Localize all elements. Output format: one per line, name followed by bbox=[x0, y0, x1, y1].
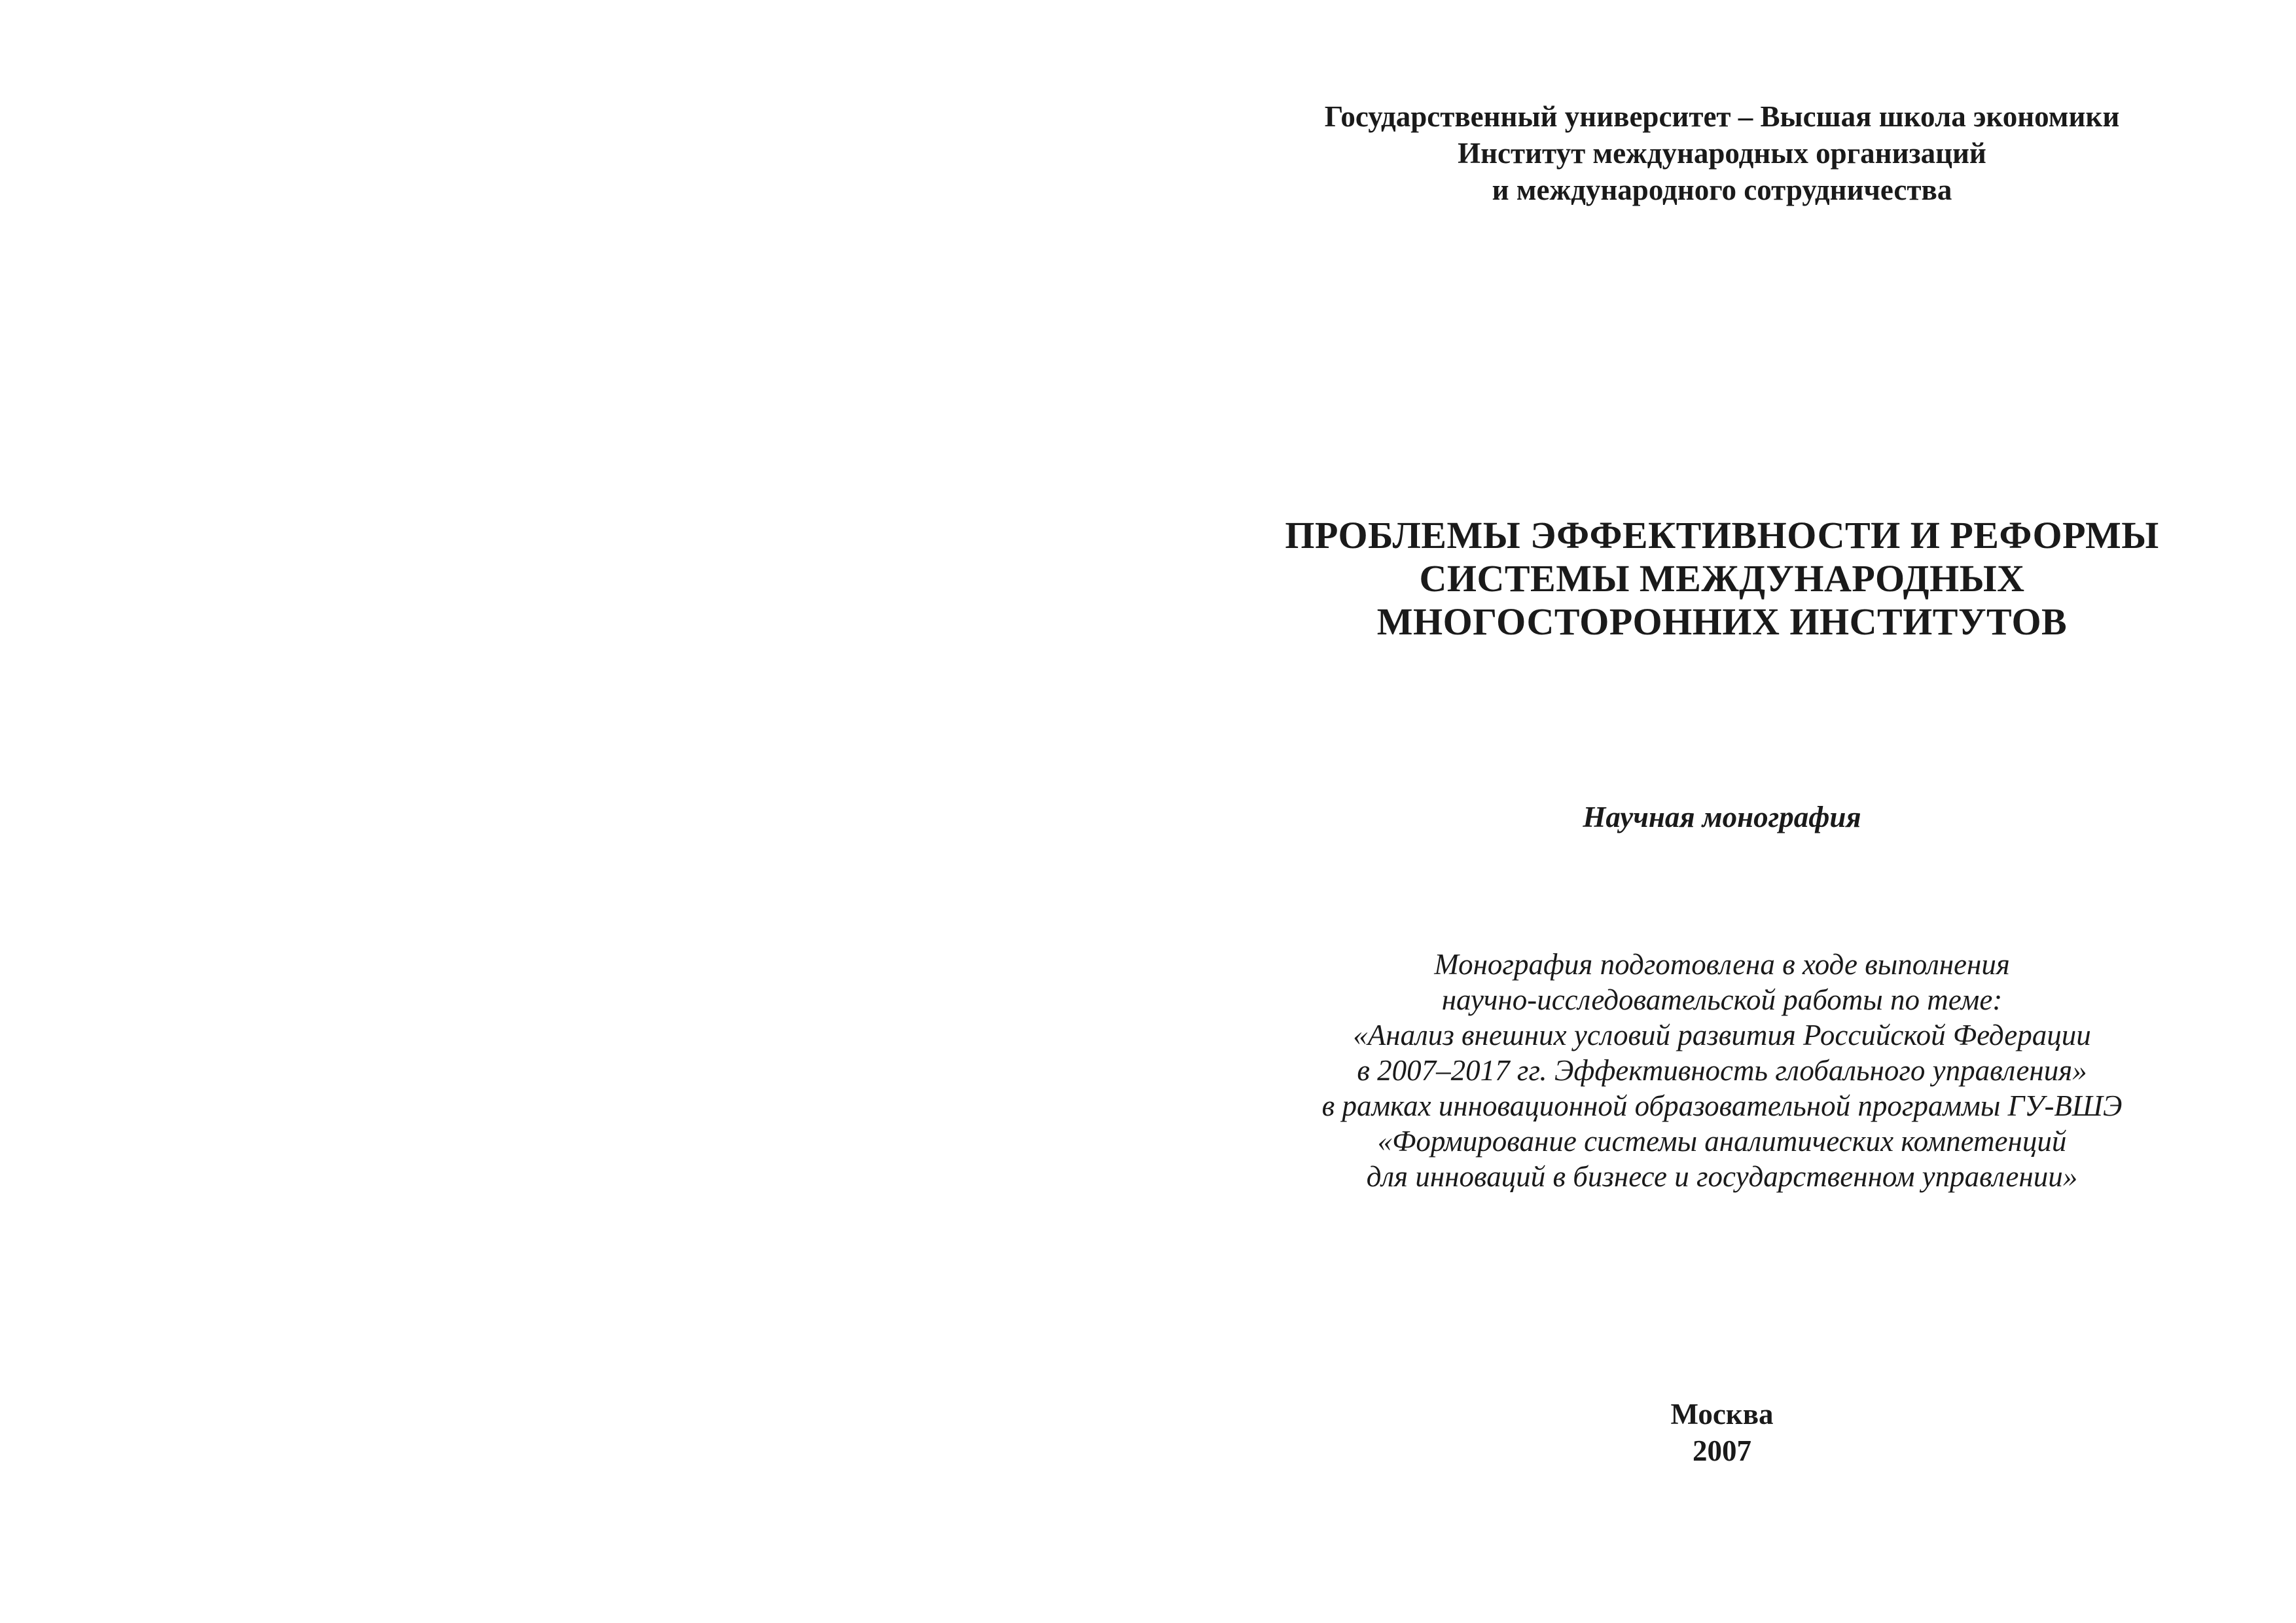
research-note bbox=[1148, 947, 2296, 1194]
institute-name-line-2: и международного сотрудничества bbox=[1492, 173, 1952, 206]
institute-name-line-1: Институт международных организаций bbox=[1458, 137, 1986, 170]
note-line-6: «Формирование системы аналитических компетенций bbox=[1377, 1125, 2067, 1158]
imprint-city: Москва bbox=[1670, 1398, 1774, 1431]
institution-header bbox=[1148, 98, 2296, 208]
note-line-3: «Анализ внешних условий развития Российской Федерации bbox=[1353, 1019, 2091, 1051]
note-line-2: научно-исследовательской работы по теме: bbox=[1441, 983, 2003, 1016]
title-page bbox=[1148, 0, 2296, 1623]
note-line-7: для инноваций в бизнесе и государственном управлении» bbox=[1366, 1160, 2078, 1193]
imprint-year: 2007 bbox=[1693, 1434, 1751, 1467]
imprint bbox=[1148, 1396, 2296, 1469]
book-title-line-3: МНОГОСТОРОННИХ ИНСТИТУТОВ bbox=[1376, 600, 2068, 643]
genre-label bbox=[1148, 799, 2296, 835]
genre-text: Научная монография bbox=[1583, 801, 1861, 833]
note-line-5: в рамках инновационной образовательной программы ГУ-ВШЭ bbox=[1321, 1089, 2123, 1122]
note-line-1: Монография подготовлена в ходе выполнения bbox=[1434, 948, 2010, 981]
book-title-line-1: ПРОБЛЕМЫ ЭФФЕКТИВНОСТИ И РЕФОРМЫ bbox=[1285, 514, 2159, 556]
university-name: Государственный университет – Высшая школа экономики bbox=[1324, 100, 2120, 133]
note-line-4: в 2007–2017 гг. Эффективность глобального управления» bbox=[1357, 1054, 2087, 1087]
book-title bbox=[1148, 514, 2296, 644]
book-title-line-2: СИСТЕМЫ МЕЖДУНАРОДНЫХ bbox=[1419, 557, 2025, 600]
